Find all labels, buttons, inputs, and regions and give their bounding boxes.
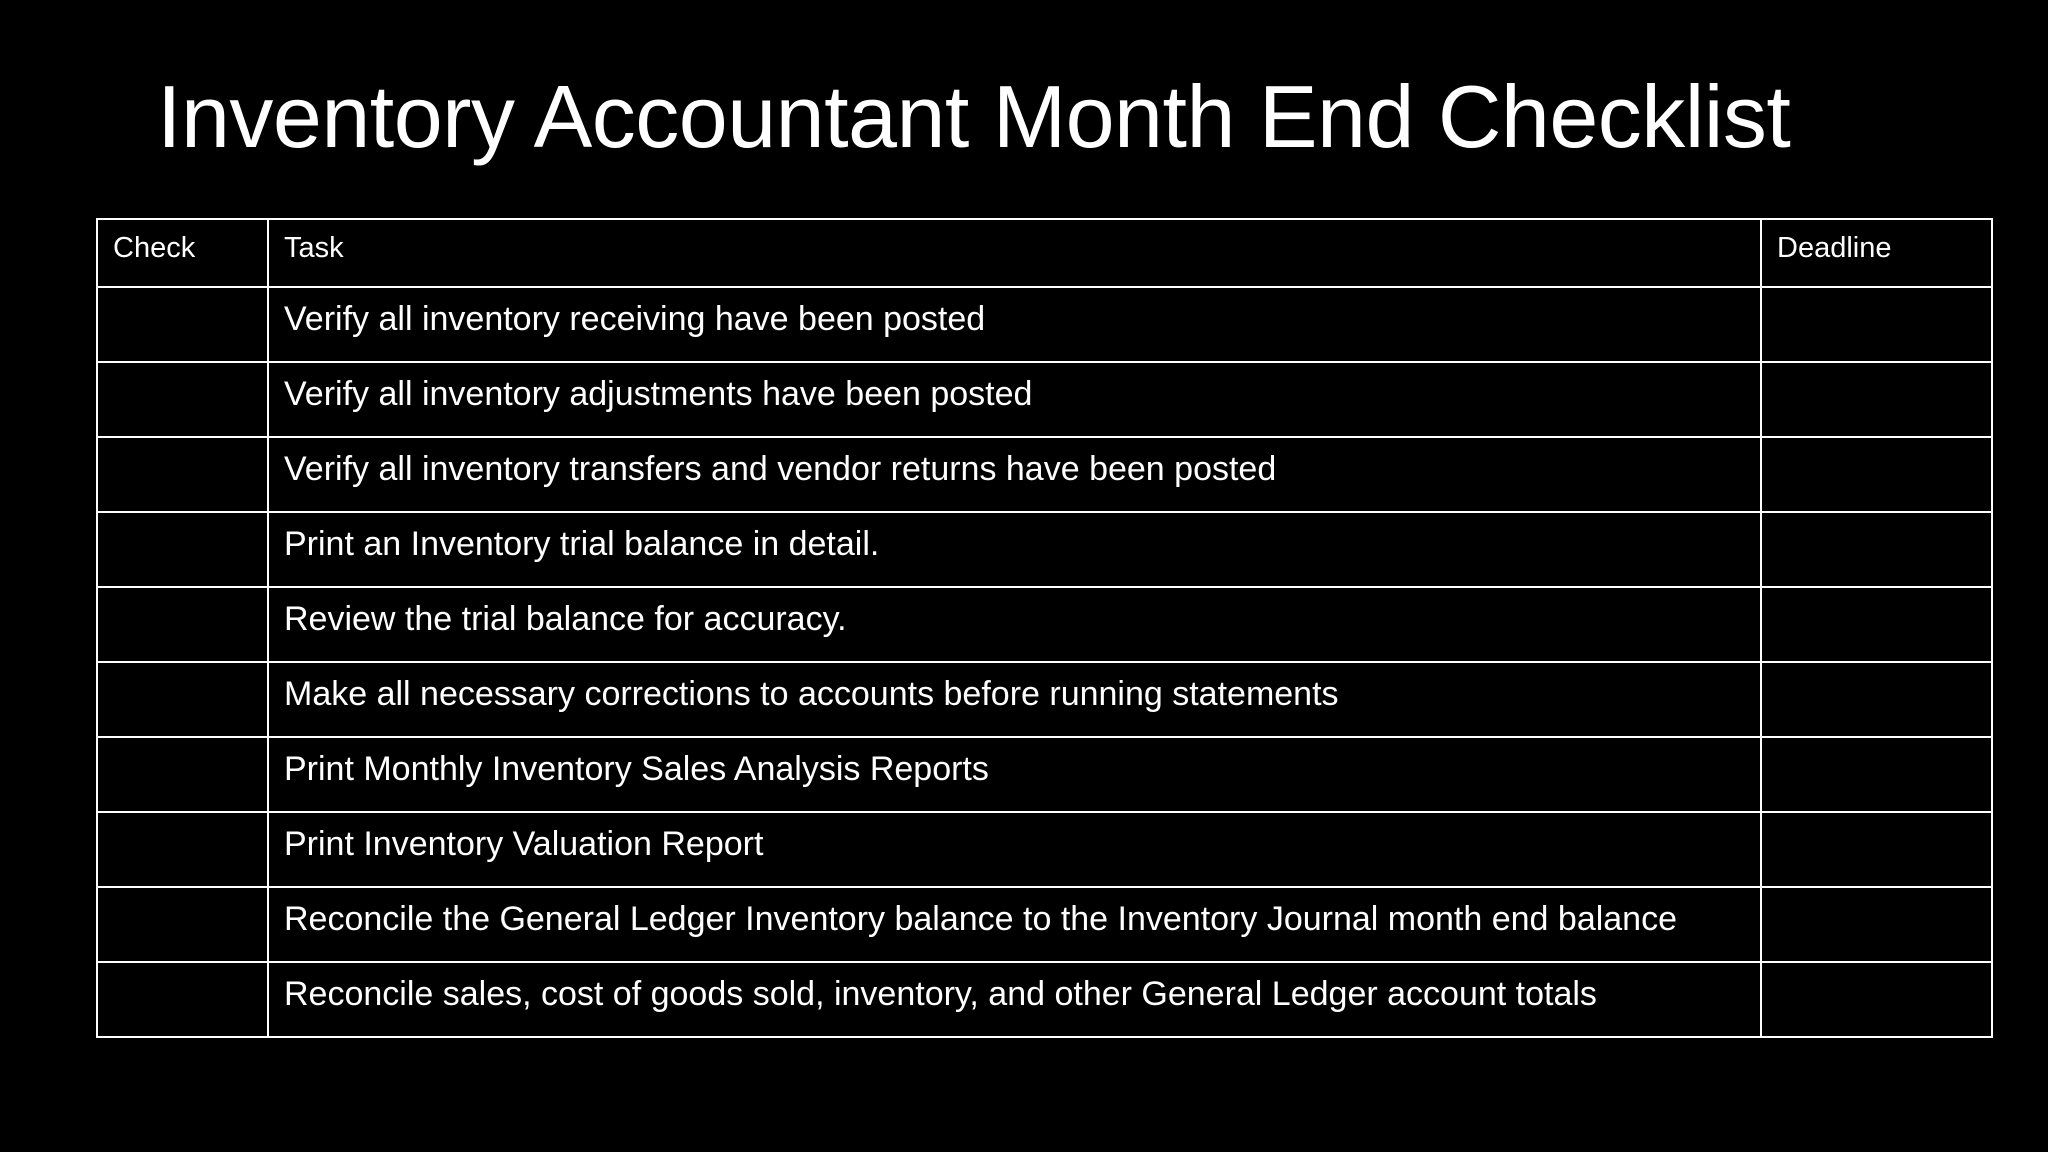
- check-cell[interactable]: [97, 287, 268, 362]
- check-cell[interactable]: [97, 437, 268, 512]
- deadline-cell[interactable]: [1761, 362, 1992, 437]
- task-cell: Print Monthly Inventory Sales Analysis Reports: [268, 737, 1761, 812]
- check-cell[interactable]: [97, 662, 268, 737]
- check-cell[interactable]: [97, 512, 268, 587]
- check-cell[interactable]: [97, 887, 268, 962]
- check-cell[interactable]: [97, 737, 268, 812]
- deadline-cell[interactable]: [1761, 962, 1992, 1037]
- check-cell[interactable]: [97, 962, 268, 1037]
- task-cell: Reconcile the General Ledger Inventory balance to the Inventory Journal month end balance: [268, 887, 1761, 962]
- deadline-cell[interactable]: [1761, 287, 1992, 362]
- deadline-cell[interactable]: [1761, 662, 1992, 737]
- check-cell[interactable]: [97, 587, 268, 662]
- task-cell: Reconcile sales, cost of goods sold, inventory, and other General Ledger account totals: [268, 962, 1761, 1037]
- deadline-cell[interactable]: [1761, 812, 1992, 887]
- table-row: [97, 737, 1992, 812]
- table-row: [97, 812, 1992, 887]
- checklist-table: [96, 218, 1993, 1038]
- deadline-cell[interactable]: [1761, 437, 1992, 512]
- check-cell[interactable]: [97, 362, 268, 437]
- deadline-cell[interactable]: [1761, 587, 1992, 662]
- table-row: [97, 437, 1992, 512]
- task-cell: Print Inventory Valuation Report: [268, 812, 1761, 887]
- deadline-cell[interactable]: [1761, 512, 1992, 587]
- column-header-task: Task: [268, 219, 1761, 287]
- table-row: [97, 512, 1992, 587]
- deadline-cell[interactable]: [1761, 887, 1992, 962]
- task-cell: Print an Inventory trial balance in detail.: [268, 512, 1761, 587]
- column-header-check: Check: [97, 219, 268, 287]
- task-cell: Verify all inventory receiving have been posted: [268, 287, 1761, 362]
- check-cell[interactable]: [97, 812, 268, 887]
- table-row: [97, 362, 1992, 437]
- task-cell: Make all necessary corrections to accounts before running statements: [268, 662, 1761, 737]
- table-row: [97, 887, 1992, 962]
- table-row: [97, 662, 1992, 737]
- task-cell: Verify all inventory adjustments have been posted: [268, 362, 1761, 437]
- column-header-deadline: Deadline: [1761, 219, 1992, 287]
- deadline-cell[interactable]: [1761, 737, 1992, 812]
- table-row: [97, 962, 1992, 1037]
- task-cell: Verify all inventory transfers and vendor returns have been posted: [268, 437, 1761, 512]
- table-header-row: [97, 219, 1992, 287]
- task-cell: Review the trial balance for accuracy.: [268, 587, 1761, 662]
- page-title: Inventory Accountant Month End Checklist: [157, 67, 1791, 166]
- table-row: [97, 287, 1992, 362]
- table-row: [97, 587, 1992, 662]
